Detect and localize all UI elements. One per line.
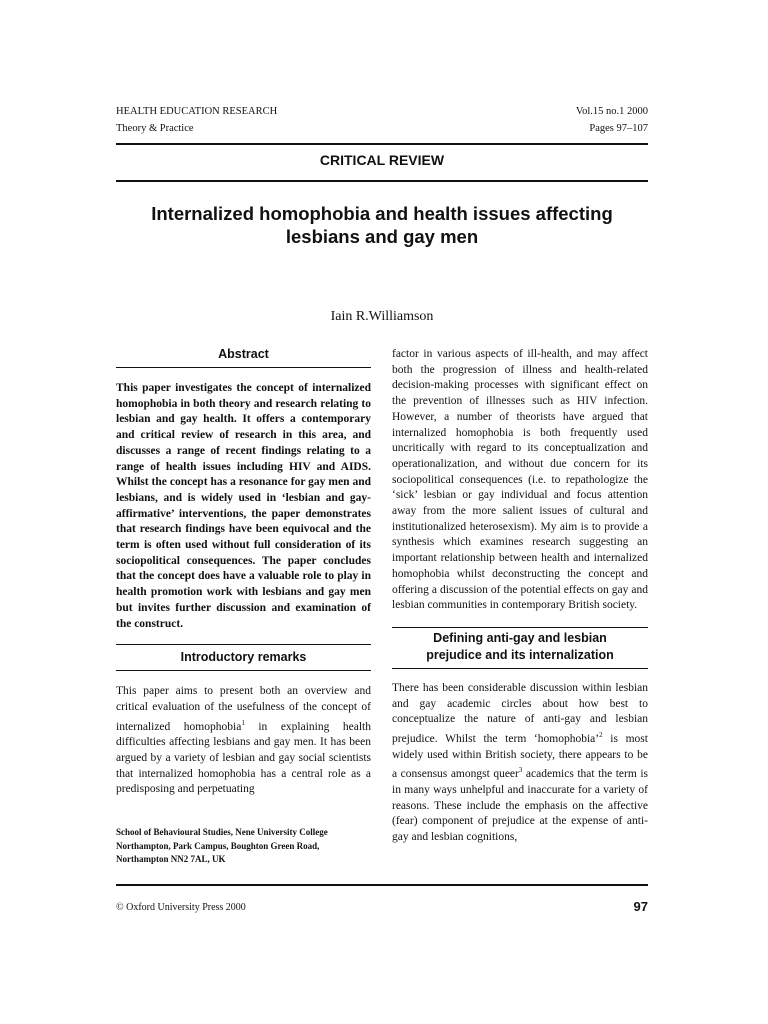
intro-heading: Introductory remarks [180, 650, 307, 665]
defining-rule-top [392, 627, 648, 628]
header-rule [116, 143, 648, 145]
title-line-1: Internalized homophobia and health issues affecting [151, 203, 613, 224]
intro-paragraph: This paper aims to present both an overview and critical evaluation of the usefulness of the concept of internalized homophobia$^1$ in explaining health difficulties affecting lesbians and gay men. It has been argued by a variety of lesbian and gay social scientists that internalized homophobia has a central role as a predisposing and perpetuating [116, 685, 371, 796]
title-line-2: lesbians and gay men [285, 226, 479, 247]
right-column [392, 347, 648, 846]
abstract-heading: Abstract [218, 347, 269, 361]
copyright: © Oxford University Press 2000 [116, 902, 246, 913]
footer-rule [116, 884, 648, 886]
abstract-rule [116, 367, 371, 368]
intro-rule-bottom [116, 670, 371, 671]
page-range: Pages 97–107 [589, 123, 648, 134]
left-column [116, 346, 371, 798]
article-title [116, 202, 648, 248]
footnote-ref-1: 1 [241, 718, 245, 727]
abstract-text: This paper investigates the concept of internalized homophobia in both theory and research relating to lesbian and gay health. It offers a contemporary and critical review of research in this area, and discusses a range of recent findings relating to a range of health issues including HIV and AIDS. Whilst the concept has a resonance for gay men and lesbians, and is widely used in ‘lesbian and gay-affirmative’ interventions, the paper demonstrates that research findings have been equivocal and the term is often used without full consideration of its sociopolitical consequences. The paper concludes that the concept does have a valuable role to play in health promotion work with lesbians and gay men but invites further discussion and examination of the construct. [116, 382, 371, 630]
journal-subtitle: Theory & Practice [116, 123, 194, 134]
journal-name: HEALTH EDUCATION RESEARCH [116, 106, 278, 117]
author-name: Iain R.Williamson [330, 309, 434, 324]
defining-paragraph: There has been considerable discussion within lesbian and gay academic circles about how best to conceptualize the nature of anti-gay and lesbian prejudice. Whilst the term ‘homophobia’$^2$ is most widely used within British society, there appears to be a consensus amongst queer$^3$ academics that the term is in many ways unhelpful and inaccurate for a variety of reasons. These include the emphasis on the affective (fear) component of prejudice at the expense of anti-gay and lesbian cognitions, [392, 681, 648, 843]
footnote-ref-2: 2 [599, 731, 603, 740]
defining-heading: Defining anti-gay and lesbian prejudice and its internalization [426, 630, 614, 662]
defining-rule-bottom [392, 668, 648, 669]
running-header-left [116, 103, 277, 137]
volume-info: Vol.15 no.1 2000 [575, 106, 648, 117]
affiliation: School of Behavioural Studies, Nene University College Northampton, Park Campus, Boughton Green Road, Northampton NN2 7AL, UK [116, 827, 328, 864]
title-rule [116, 180, 648, 182]
intro-rule-top [116, 644, 371, 645]
page-number: 97 [633, 899, 648, 914]
intro-continuation: factor in various aspects of ill-health, and may affect both the progression of illness and health-related decision-making processes with significant effect on the prevention of illnesses such as HIV infection. However, a number of theorists have argued that internalized homophobia is both frequently used uncritically with regard to its conceptualization and operationalization, and without due concern for its sociopolitical consequences (i.e. to repathologize the ‘sick’ lesbian or gay individual and focus attention away from the more salient issues of cultural and institutionalized heterosexism). My aim is to provide a synthesis which examines research suggesting an important relationship between health and internalized homophobia whilst deconstructing the concept and offering a discussion of the potential effects on gay and lesbian communities in contemporary British society. [392, 348, 648, 612]
running-header-right [576, 103, 648, 137]
article-type: CRITICAL REVIEW [319, 152, 445, 168]
footnote-ref-3: 3 [518, 766, 523, 775]
